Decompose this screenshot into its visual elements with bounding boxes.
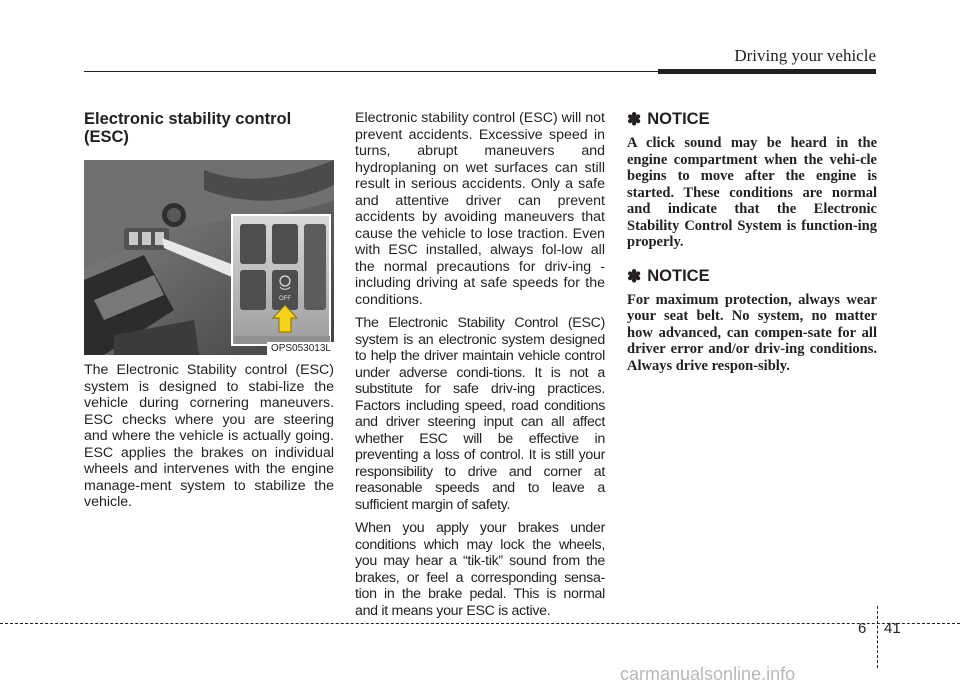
chapter-number: 6 — [858, 620, 867, 637]
notice-text: A click sound may be heard in the engine compartment when the vehi-cle begins to move after the engine is started. These conditions are normal and indicate that the Electronic Stability Control System is function-ing properly. — [627, 135, 877, 250]
column-right — [627, 110, 877, 390]
asterisk-icon: ✽ — [627, 110, 642, 129]
notice-heading: NOTICE — [647, 110, 710, 128]
watermark: carmanualsonline.info — [620, 664, 796, 684]
page-number: 41 — [884, 620, 901, 637]
paragraph-1: Electronic stability control (ESC) will not prevent accidents. Excessive speed in turns, abrupt maneuvers and hydroplaning on wet surfaces can still result in serious accidents. Only a safe and attentive driver can prevent accidents by avoiding maneuvers that cause the vehicle to lose traction. Even with ESC installed, always fol-low all the normal precautions for driv-ing - including driving at safe speeds for the conditions. — [355, 110, 605, 308]
notice-heading: NOTICE — [647, 266, 710, 285]
header-rule-accent — [658, 69, 876, 74]
column-middle — [355, 110, 605, 626]
asterisk-icon: ✽ — [627, 266, 642, 286]
paragraph-2: The Electronic Stability Control (ESC) system is an electronic system designed to help the driver maintain vehicle control under adverse condi-tions. It is not a substitute for safe driv-ing practices. Factors including speed, road conditions and driver steering input can all affect whether ESC will be effective in preventing a loss of control. It is still your responsibility to drive and corner at reasonable speeds and to leave a sufficient margin of safety. — [355, 315, 605, 513]
esc-button-photo — [84, 160, 334, 355]
notice-text: For maximum protection, always wear your seat belt. No system, no matter how advanced, can compen-sate for all driver error and/or driv-ing conditions. Always drive respon-sibly. — [627, 291, 877, 374]
footer-divider — [877, 606, 878, 668]
intro-paragraph: The Electronic Stability control (ESC) system is designed to stabi-lize the vehicle during cornering maneuvers. ESC checks where you are steering and where the vehicle is actually going. ESC applies the brakes on individual wheels and intervenes with the engine manage-ment system to stabilize the vehicle. — [84, 362, 334, 510]
off-label: OFF — [279, 296, 291, 302]
running-header: Driving your vehicle — [734, 46, 876, 65]
notice-block — [627, 110, 877, 251]
image-caption: OPS053013L — [267, 342, 334, 355]
column-left — [84, 110, 334, 511]
section-title: Electronic stability control (ESC) — [84, 110, 292, 146]
footer-rule — [0, 623, 960, 624]
dashboard-illustration — [84, 160, 334, 355]
notice-block — [627, 267, 877, 375]
paragraph-3: When you apply your brakes under conditions which may lock the wheels, you may hear a “tik-tik” sound from the brakes, or feel a corresponding sensa-tion in the brake pedal. This is normal and it means your ESC is active. — [355, 520, 605, 619]
